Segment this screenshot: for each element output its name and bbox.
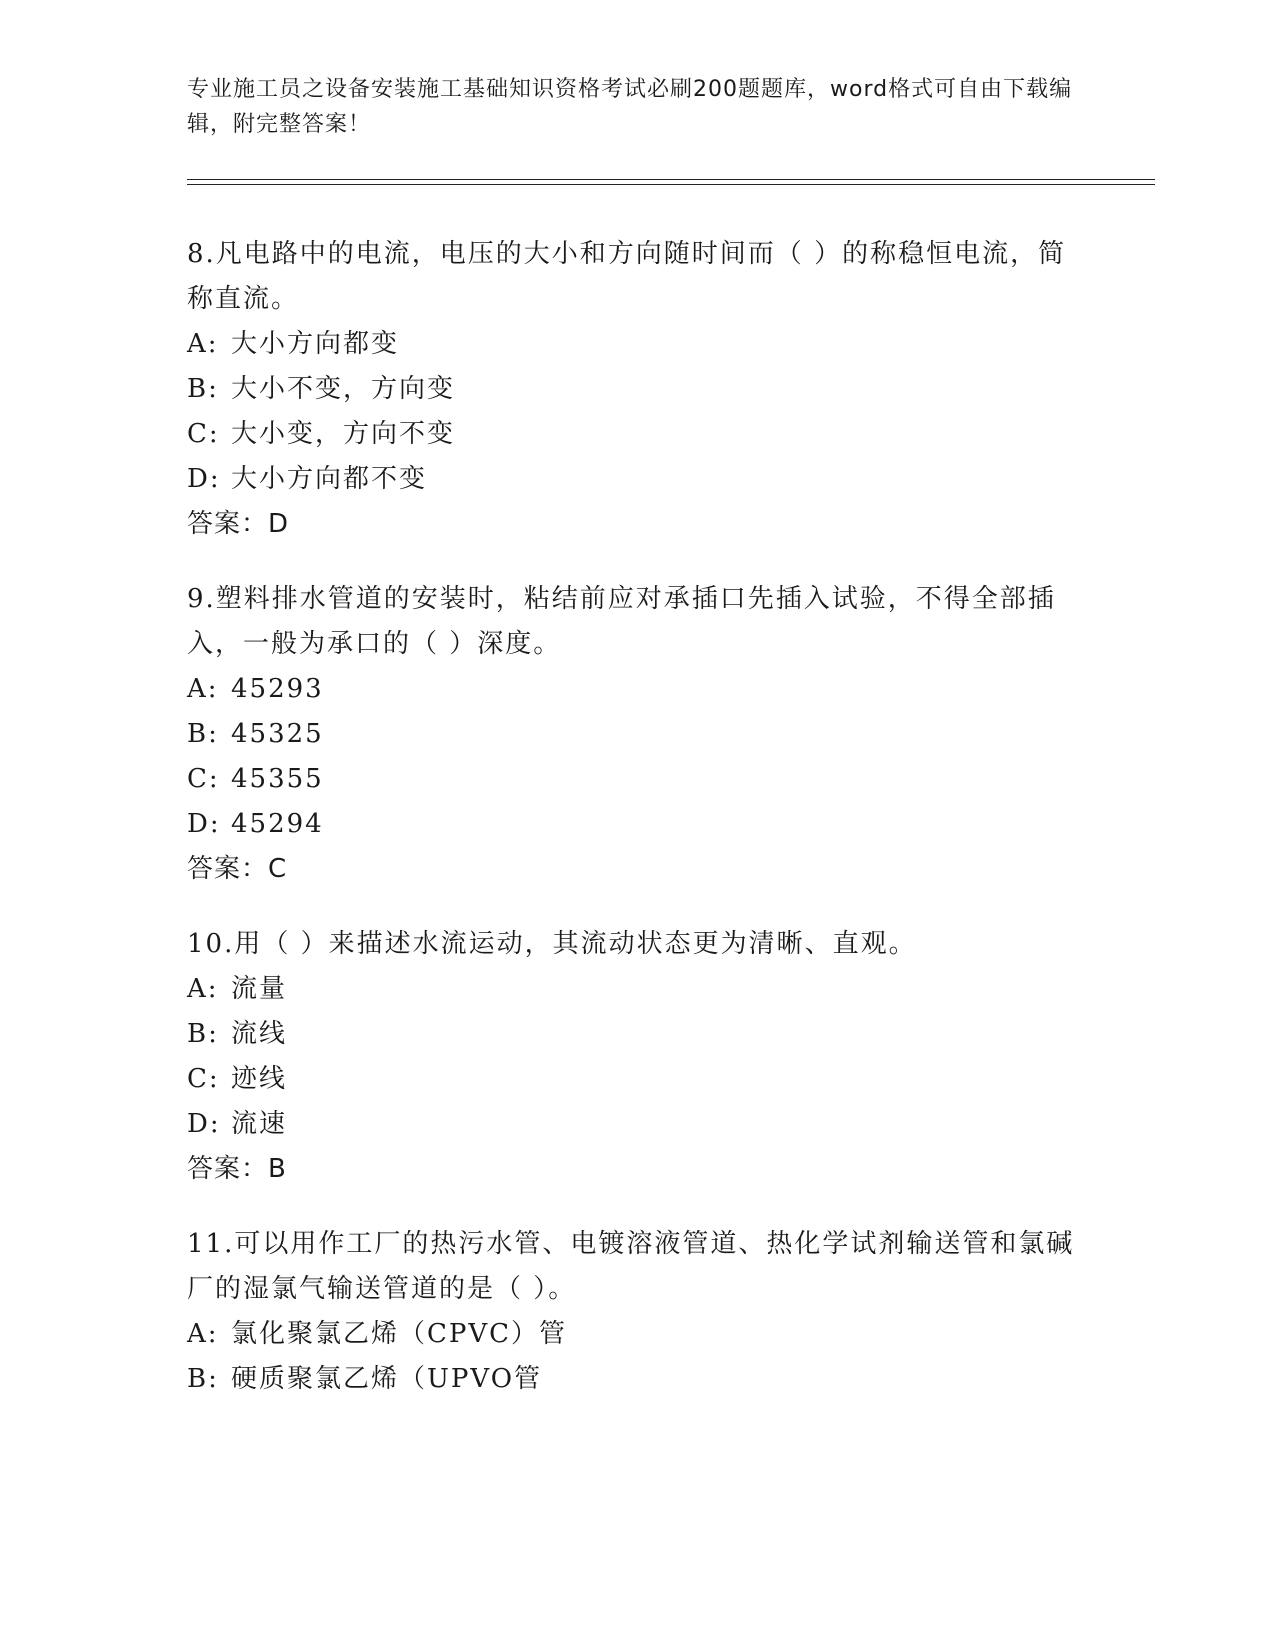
option-letter: C: bbox=[187, 764, 220, 794]
question-10 bbox=[187, 922, 1087, 1192]
option-letter: A: bbox=[187, 974, 219, 1004]
option-text: 大小不变，方向变 bbox=[231, 374, 456, 404]
document-header bbox=[187, 72, 1087, 142]
option-b bbox=[187, 367, 1087, 412]
option-text: 45294 bbox=[231, 809, 324, 839]
option-b bbox=[187, 1357, 1087, 1402]
answer-line: 答案：D bbox=[187, 509, 290, 539]
answer-line: 答案：C bbox=[187, 854, 288, 884]
option-text: 大小方向都变 bbox=[231, 329, 400, 359]
option-text: 流线 bbox=[231, 1019, 288, 1049]
option-letter: C: bbox=[187, 419, 220, 449]
option-letter: D: bbox=[187, 464, 221, 494]
option-c bbox=[187, 757, 1087, 802]
answer-line: 答案：B bbox=[187, 1154, 287, 1184]
option-b bbox=[187, 712, 1087, 757]
option-text: 45325 bbox=[231, 719, 324, 749]
option-text: 迹线 bbox=[231, 1064, 288, 1094]
option-text: 流速 bbox=[231, 1109, 288, 1139]
option-text: 45355 bbox=[231, 764, 324, 794]
header-divider-bottom bbox=[187, 184, 1155, 185]
option-letter: B: bbox=[187, 374, 219, 404]
option-b bbox=[187, 1012, 1087, 1057]
option-letter: C: bbox=[187, 1064, 220, 1094]
option-c bbox=[187, 412, 1087, 457]
option-letter: B: bbox=[187, 719, 219, 749]
question-text: 9.塑料排水管道的安装时，粘结前应对承插口先插入试验，不得全部插入，一般为承口的（ ）深度。 bbox=[187, 584, 1056, 659]
question-text: 11.可以用作工厂的热污水管、电镀溶液管道、热化学试剂输送管和氯碱厂的湿氯气输送管道的是（ ）。 bbox=[187, 1229, 1075, 1304]
question-9 bbox=[187, 577, 1087, 892]
option-letter: D: bbox=[187, 1109, 221, 1139]
option-c bbox=[187, 1057, 1087, 1102]
option-a bbox=[187, 667, 1087, 712]
option-letter: D: bbox=[187, 809, 221, 839]
option-text: 硬质聚氯乙烯（UPVO管 bbox=[231, 1364, 543, 1394]
option-text: 流量 bbox=[231, 974, 288, 1004]
header-text: 专业施工员之设备安装施工基础知识资格考试必刷200题题库，word格式可自由下载编辑，附完整答案！ bbox=[187, 77, 1073, 137]
question-text: 8.凡电路中的电流，电压的大小和方向随时间而（ ）的称稳恒电流，简称直流。 bbox=[187, 239, 1067, 314]
option-letter: A: bbox=[187, 329, 219, 359]
option-d bbox=[187, 802, 1087, 847]
option-d bbox=[187, 1102, 1087, 1147]
option-letter: A: bbox=[187, 674, 219, 704]
option-letter: B: bbox=[187, 1364, 219, 1394]
question-text: 10.用（ ）来描述水流运动，其流动状态更为清晰、直观。 bbox=[187, 929, 917, 959]
option-text: 氯化聚氯乙烯（CPVC）管 bbox=[231, 1319, 568, 1349]
option-letter: B: bbox=[187, 1019, 219, 1049]
header-divider-top bbox=[187, 179, 1155, 180]
option-a bbox=[187, 1312, 1087, 1357]
option-letter: A: bbox=[187, 1319, 219, 1349]
option-d bbox=[187, 457, 1087, 502]
question-11 bbox=[187, 1222, 1087, 1402]
option-text: 大小方向都不变 bbox=[231, 464, 428, 494]
question-list bbox=[187, 232, 1087, 1432]
option-a bbox=[187, 967, 1087, 1012]
option-text: 45293 bbox=[231, 674, 324, 704]
option-a bbox=[187, 322, 1087, 367]
question-8 bbox=[187, 232, 1087, 547]
option-text: 大小变，方向不变 bbox=[231, 419, 456, 449]
